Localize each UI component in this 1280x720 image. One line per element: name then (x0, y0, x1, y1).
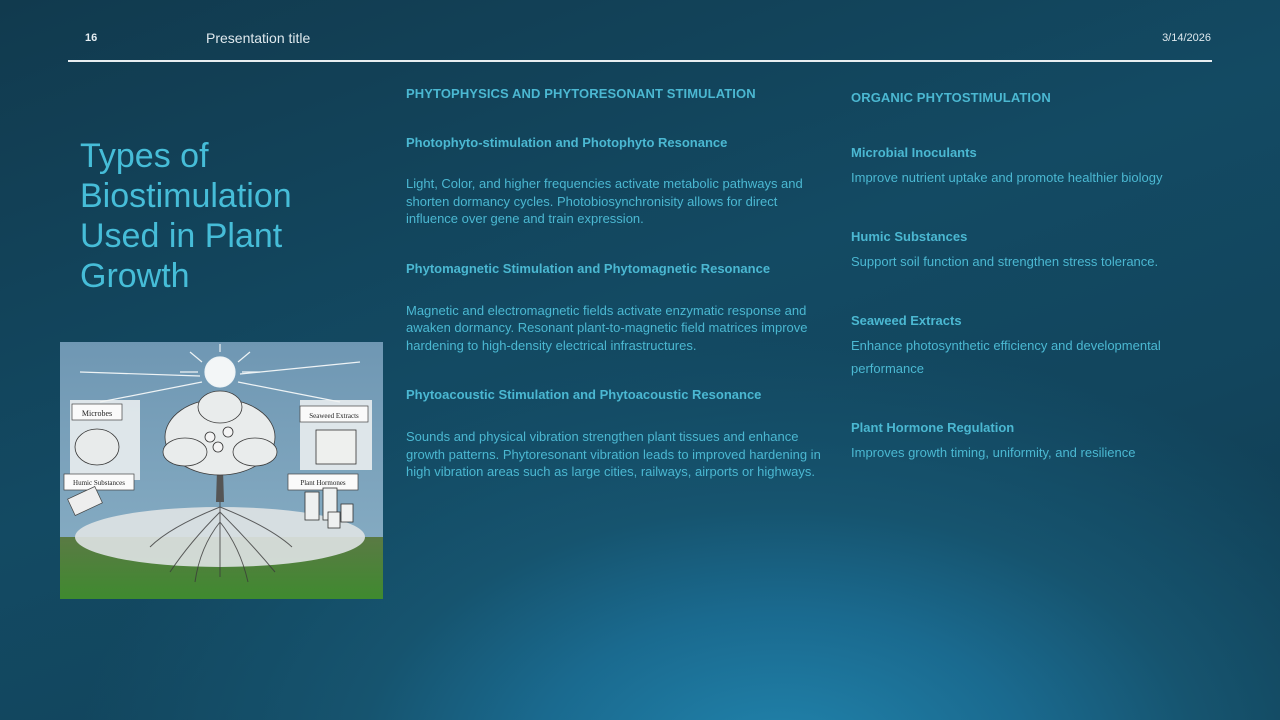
organic-column (851, 90, 1231, 464)
section-heading: PHYTOPHYSICS AND PHYTORESONANT STIMULATION (406, 86, 756, 101)
subsection-body: Enhance photosynthetic efficiency and developmental performance (851, 338, 1161, 376)
label-plant-hormones: Plant Hormones (300, 479, 346, 487)
phytophysics-column (406, 86, 826, 481)
presentation-title: Presentation title (206, 30, 311, 46)
label-microbes: Microbes (81, 409, 113, 418)
subsection-title: Plant Hormone Regulation (851, 420, 1015, 435)
section-heading: ORGANIC PHYTOSTIMULATION (851, 90, 1051, 105)
plant-biostimulation-illustration (60, 342, 383, 599)
slide-date: 3/14/2026 (1162, 32, 1211, 44)
title-line: Types of (80, 137, 209, 175)
subsection-title: Microbial Inoculants (851, 145, 977, 160)
header-divider (68, 60, 1212, 62)
label-humic-substances: Humic Substances (73, 479, 125, 487)
subsection-body: Support soil function and strengthen stress tolerance. (851, 254, 1159, 269)
title-line: Growth (80, 257, 190, 295)
subsection-body: Magnetic and electromagnetic fields activate enzymatic response and awaken dormancy. Resonant plant-to-magnetic field matrices improve hardening to high-density electrical infrastructures. (406, 302, 808, 353)
subsection-title: Phytomagnetic Stimulation and Phytomagnetic Resonance (406, 260, 771, 276)
title-line: Biostimulation (80, 177, 292, 215)
subsection-title: Photophyto-stimulation and Photophyto Resonance (406, 135, 728, 150)
label-seaweed-extracts: Seaweed Extracts (309, 412, 359, 420)
slide-number: 16 (85, 32, 98, 44)
subsection-title: Phytoacoustic Stimulation and Phytoacoustic Resonance (406, 387, 762, 402)
subsection-body: Improve nutrient uptake and promote healthier biology (851, 170, 1163, 185)
subsection-body: Light, Color, and higher frequencies activate metabolic pathways and shorten dormancy cycles. Photobiosynchronisity allows for direct influence over gene and train expression. (406, 176, 803, 226)
subsection-title: Humic Substances (851, 229, 968, 244)
subsection-title: Seaweed Extracts (851, 313, 962, 328)
slide-title (80, 136, 380, 296)
subsection-body: Sounds and physical vibration strengthen plant tissues and enhance growth patterns. Phytoresonant vibration leads to improved hardening in high vibration areas such as large cities, railways, airports or highways. (406, 429, 821, 479)
title-line: Used in Plant (80, 217, 283, 255)
subsection-body: Improves growth timing, uniformity, and resilience (851, 445, 1136, 460)
sketch-illustration-image (60, 342, 383, 599)
